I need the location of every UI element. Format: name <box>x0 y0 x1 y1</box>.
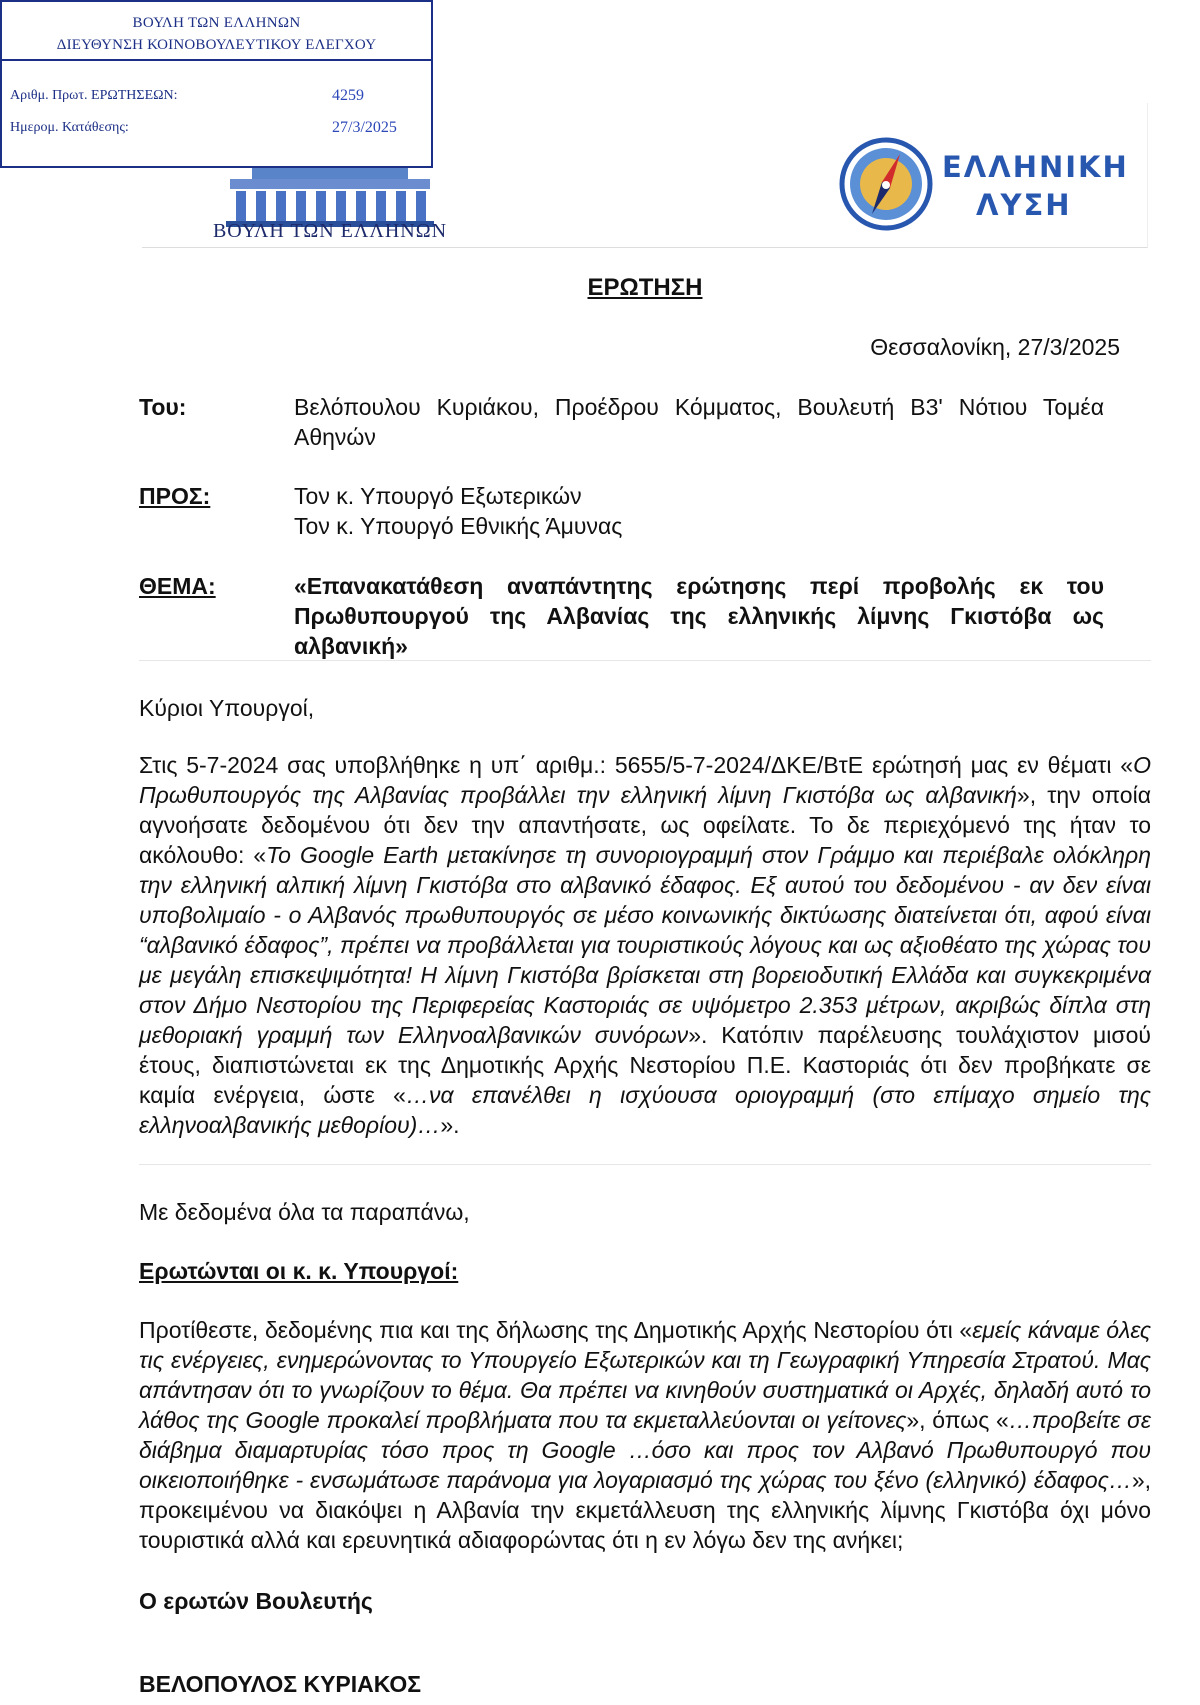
subject-label: ΘΕΜΑ: <box>139 573 216 599</box>
to-recipient-2: Τον κ. Υπουργό Εθνικής Άμυνας <box>294 513 623 539</box>
stamp-divider <box>2 59 431 61</box>
registration-stamp <box>0 0 433 168</box>
body-quote: Το Google Earth μετακίνησε τη συνοριογραμμή στον Γράμμο και περιέβαλε ολόκληρη την ελληνική αλπική λίμνη Γκιστόβα στο αλβανικό έδαφος. Εξ αυτού του δεδομένου - αν δεν είναι υποβολιμαίο - ο Αλβανός πρωθυπουργός σε μέσο κοινωνικής δικτύωσης διατείνεται ότι, αφού είναι “αλβανικό έδαφος”, πρέπει να προβάλλεται για τουριστικούς λόγους και ως αξιοθέατο της χώρας του με μεγάλη επισκεψιμότητα! Η λίμνη Γκιστόβα βρίσκεται στη βορειοδυτική Ελλάδα και συγκεκριμένα στον Δήμο Νεστορίου της Περιφερείας Καστοριάς σε υψόμετρο 2.353 μέτρων, ακριβώς δίπλα στη μεθοριακή γραμμή των Ελληνοαλβανικών συνόρων <box>139 842 1151 1048</box>
subject-text: «Επανακατάθεση αναπάντητης ερώτησης περί προβολής εκ του Πρωθυπουργού της Αλβανίας της ελληνικής λίμνης Γκιστόβα ως αλβανική» <box>294 573 1104 659</box>
body-divider <box>139 1164 1151 1165</box>
stamp-department: ΔΙΕΥΘΥΝΣΗ ΚΟΙΝΟΒΟΥΛΕΥΤΙΚΟΥ ΕΛΕΓΧΟΥ <box>56 37 377 53</box>
place-date: Θεσσαλονίκη, 27/3/2025 <box>870 334 1120 360</box>
question-quote: …προβείτε σε διάβημα διαμαρτυρίας τόσο προς τη Google …όσο και προς τον Αλβανό Πρωθυπουργό που οικειοποιήθηκε - ενσωμάτωσε παράνομα για λογαριασμό της χώρας του ξένο (ελληνικό) έδαφος… <box>139 1407 1151 1493</box>
body-text: ». Κατόπιν παρέλευσης τουλάχιστον μισού έτους, διαπιστώνεται εκ της Δημοτικής Αρχής Νεστορίου Π.Ε. Καστοριάς ότι δεν προβήκατε σε καμία ενέργεια, ώστε « <box>139 1022 1151 1108</box>
from-text: Βελόπουλου Κυριάκου, Προέδρου Κόμματος, Βουλευτή Β3' Νότιου Τομέα Αθηνών <box>294 394 1104 450</box>
questions-heading: Ερωτώνται οι κ. κ. Υπουργοί: <box>139 1258 459 1284</box>
to-recipient-1: Τον κ. Υπουργό Εξωτερικών <box>294 483 582 509</box>
protocol-number: 4259 <box>332 87 364 104</box>
question-quote: εμείς κάναμε όλες τις ενέργειες, ενημερώνοντας το Υπουργείο Εξωτερικών και τη Γεωγραφική Υπηρεσία Στρατού. Μας απάντησαν ότι το γνωρίζουν το θέμα. Θα πρέπει να κινηθούν συστηματικά οι Αρχές, δηλαδή αυτό το λάθος της Google προκαλεί προβλήματα που τα εκμεταλλεύονται οι γείτονες <box>139 1317 1152 1433</box>
body-quote: Ο Πρωθυπουργός της Αλβανίας προβάλλει την ελληνική λίμνη Γκιστόβα ως αλβανική <box>139 752 1151 808</box>
subject-divider <box>139 660 1151 661</box>
to-recipients <box>294 481 1104 541</box>
document-title: ΕΡΩΤΗΣΗ <box>587 274 703 301</box>
body-paragraph <box>139 750 1151 1140</box>
filing-date-label: Ημερομ. Κατάθεσης: <box>10 120 129 135</box>
parliament-name: ΒΟΥΛΗ ΤΩΝ ΕΛΛΗΝΩΝ <box>212 220 448 242</box>
from-label: Του: <box>139 394 187 420</box>
party-name-line1: ΕΛΛΗΝΙΚΗ <box>942 150 1129 184</box>
filing-date: 27/3/2025 <box>332 119 397 136</box>
question-text: Προτίθεστε, δεδομένης πια και της δήλωσης της Δημοτικής Αρχής Νεστορίου ότι « <box>139 1317 973 1343</box>
stamp-title: ΒΟΥΛΗ ΤΩΝ ΕΛΛΗΝΩΝ <box>132 15 301 31</box>
body-text: Στις 5-7-2024 σας υποβλήθηκε η υπ΄ αριθμ.: 5655/5-7-2024/ΔΚΕ/ΒτΕ ερώτησή μας εν θέματι « <box>139 752 1134 778</box>
signature: ΒΕΛΟΠΟΥΛΟΣ ΚΥΡΙΑΚΟΣ <box>139 1671 422 1697</box>
body-quote: …να επανέλθει η ισχύουσα οριογραμμή (στο επίμαχο σημείο της ελληνοαλβανικής μεθορίου)… <box>139 1082 1151 1138</box>
given-statement: Με δεδομένα όλα τα παραπάνω, <box>139 1199 470 1225</box>
party-name <box>942 148 1129 224</box>
party-compass-logo <box>838 136 934 232</box>
protocol-label: Αριθμ. Πρωτ. ΕΡΩΤΗΣΕΩΝ: <box>10 88 178 103</box>
question-paragraph <box>139 1315 1151 1555</box>
to-label: ΠΡΟΣ: <box>139 483 211 509</box>
body-text: ». <box>440 1112 460 1138</box>
closing-line: Ο ερωτών Βουλευτής <box>139 1588 373 1614</box>
salutation: Κύριοι Υπουργοί, <box>139 695 315 721</box>
question-text: », όπως « <box>906 1407 1009 1433</box>
body-text: », την οποία αγνοήσατε δεδομένου ότι δεν την απαντήσατε, ως οφείλατε. Το δε περιεχόμενό της ήταν το ακόλουθο: « <box>139 782 1151 868</box>
question-text: », προκειμένου να διακόψει η Αλβανία την εκμετάλλευση της ελληνικής λίμνης Γκιστόβα όχι μόνο τουριστικά αλλά και ερευνητικά αδιαφορώντας ότι η εν λόγω δεν της ανήκει; <box>139 1467 1151 1553</box>
party-name-line2: ΛΥΣΗ <box>976 188 1072 222</box>
